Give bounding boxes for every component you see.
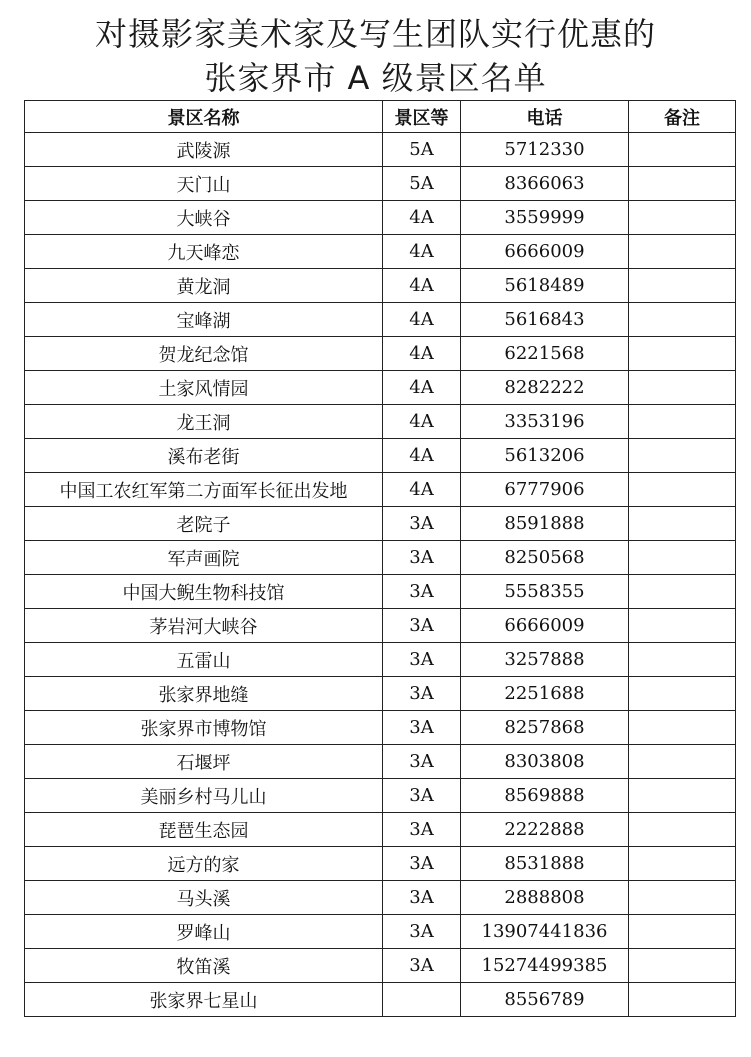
header-grade: 景区等 [383,101,461,133]
table-row [25,541,736,575]
table-row [25,847,736,881]
cell-note [629,269,736,303]
cell-phone: 5618489 [461,269,629,303]
cell-note [629,745,736,779]
page-title-line-1: 对摄影家美术家及写生团队实行优惠的 [94,15,656,53]
cell-phone: 5558355 [461,575,629,609]
cell-phone: 5616843 [461,303,629,337]
cell-grade: 4A [383,405,461,439]
cell-note [629,133,736,167]
cell-phone: 8531888 [461,847,629,881]
cell-name: 老院子 [25,507,383,541]
cell-name: 九天峰恋 [25,235,383,269]
cell-phone: 3559999 [461,201,629,235]
cell-grade: 3A [383,575,461,609]
cell-phone: 2251688 [461,677,629,711]
header-phone: 电话 [461,101,629,133]
cell-phone: 5712330 [461,133,629,167]
cell-name: 石堰坪 [25,745,383,779]
cell-name: 溪布老街 [25,439,383,473]
table-row [25,677,736,711]
table-row [25,881,736,915]
cell-grade: 3A [383,541,461,575]
cell-grade: 4A [383,371,461,405]
cell-name: 美丽乡村马儿山 [25,779,383,813]
cell-note [629,201,736,235]
cell-phone: 6666009 [461,235,629,269]
cell-name: 大峡谷 [25,201,383,235]
cell-grade: 3A [383,847,461,881]
cell-grade: 5A [383,133,461,167]
cell-phone: 8282222 [461,371,629,405]
cell-phone: 13907441836 [461,915,629,949]
cell-grade: 3A [383,711,461,745]
table-row [25,201,736,235]
cell-phone: 15274499385 [461,949,629,983]
cell-grade: 4A [383,235,461,269]
cell-note [629,575,736,609]
cell-name: 张家界市博物馆 [25,711,383,745]
cell-grade: 5A [383,167,461,201]
cell-note [629,983,736,1017]
cell-grade: 3A [383,507,461,541]
cell-note [629,371,736,405]
cell-note [629,473,736,507]
table-row [25,133,736,167]
cell-grade: 3A [383,609,461,643]
cell-note [629,813,736,847]
table-row [25,983,736,1017]
table-row [25,779,736,813]
cell-phone: 8366063 [461,167,629,201]
table-row [25,745,736,779]
cell-name: 中国大鲵生物科技馆 [25,575,383,609]
cell-name: 远方的家 [25,847,383,881]
cell-note [629,439,736,473]
table-row [25,167,736,201]
cell-grade: 3A [383,779,461,813]
cell-name: 土家风情园 [25,371,383,405]
table-row [25,813,736,847]
cell-note [629,881,736,915]
cell-phone: 8591888 [461,507,629,541]
table-row [25,235,736,269]
cell-grade: 4A [383,337,461,371]
cell-grade: 3A [383,677,461,711]
cell-grade: 4A [383,269,461,303]
scenic-spot-table [24,100,736,1017]
cell-note [629,779,736,813]
cell-phone: 3353196 [461,405,629,439]
table-header-row [25,101,736,133]
cell-name: 琵琶生态园 [25,813,383,847]
cell-phone: 8569888 [461,779,629,813]
table-row [25,439,736,473]
page-title-line-2: 张家界市 A 级景区名单 [204,59,547,97]
table-row [25,507,736,541]
cell-note [629,915,736,949]
cell-phone: 3257888 [461,643,629,677]
cell-name: 五雷山 [25,643,383,677]
cell-name: 牧笛溪 [25,949,383,983]
cell-note [629,405,736,439]
cell-note [629,507,736,541]
table-row [25,473,736,507]
table-row [25,643,736,677]
cell-note [629,711,736,745]
cell-grade: 3A [383,745,461,779]
cell-grade: 3A [383,881,461,915]
cell-note [629,643,736,677]
table-row [25,269,736,303]
cell-note [629,847,736,881]
cell-grade: 4A [383,439,461,473]
table-row [25,915,736,949]
cell-name: 贺龙纪念馆 [25,337,383,371]
cell-phone: 2888808 [461,881,629,915]
cell-note [629,235,736,269]
cell-name: 中国工农红军第二方面军长征出发地 [25,473,383,507]
cell-name: 罗峰山 [25,915,383,949]
cell-grade: 3A [383,915,461,949]
table-row [25,337,736,371]
cell-phone: 2222888 [461,813,629,847]
table-row [25,405,736,439]
cell-note [629,337,736,371]
cell-grade: 3A [383,949,461,983]
cell-name: 马头溪 [25,881,383,915]
cell-note [629,949,736,983]
cell-note [629,303,736,337]
cell-phone: 6777906 [461,473,629,507]
table-row [25,949,736,983]
cell-phone: 6221568 [461,337,629,371]
cell-phone: 8303808 [461,745,629,779]
cell-name: 武陵源 [25,133,383,167]
cell-grade [383,983,461,1017]
cell-phone: 6666009 [461,609,629,643]
cell-name: 军声画院 [25,541,383,575]
cell-name: 茅岩河大峡谷 [25,609,383,643]
cell-grade: 4A [383,303,461,337]
cell-phone: 8556789 [461,983,629,1017]
cell-name: 张家界七星山 [25,983,383,1017]
cell-name: 天门山 [25,167,383,201]
cell-note [629,541,736,575]
cell-note [629,677,736,711]
cell-grade: 3A [383,813,461,847]
cell-name: 黄龙洞 [25,269,383,303]
table-row [25,609,736,643]
table-row [25,575,736,609]
cell-grade: 3A [383,643,461,677]
cell-note [629,167,736,201]
cell-name: 龙王洞 [25,405,383,439]
cell-phone: 8250568 [461,541,629,575]
table-row [25,303,736,337]
cell-grade: 4A [383,201,461,235]
table-row [25,371,736,405]
cell-name: 宝峰湖 [25,303,383,337]
cell-note [629,609,736,643]
header-note: 备注 [629,101,736,133]
table-row [25,711,736,745]
table-body [25,133,736,1017]
cell-phone: 5613206 [461,439,629,473]
cell-name: 张家界地缝 [25,677,383,711]
cell-phone: 8257868 [461,711,629,745]
header-name: 景区名称 [25,101,383,133]
cell-grade: 4A [383,473,461,507]
